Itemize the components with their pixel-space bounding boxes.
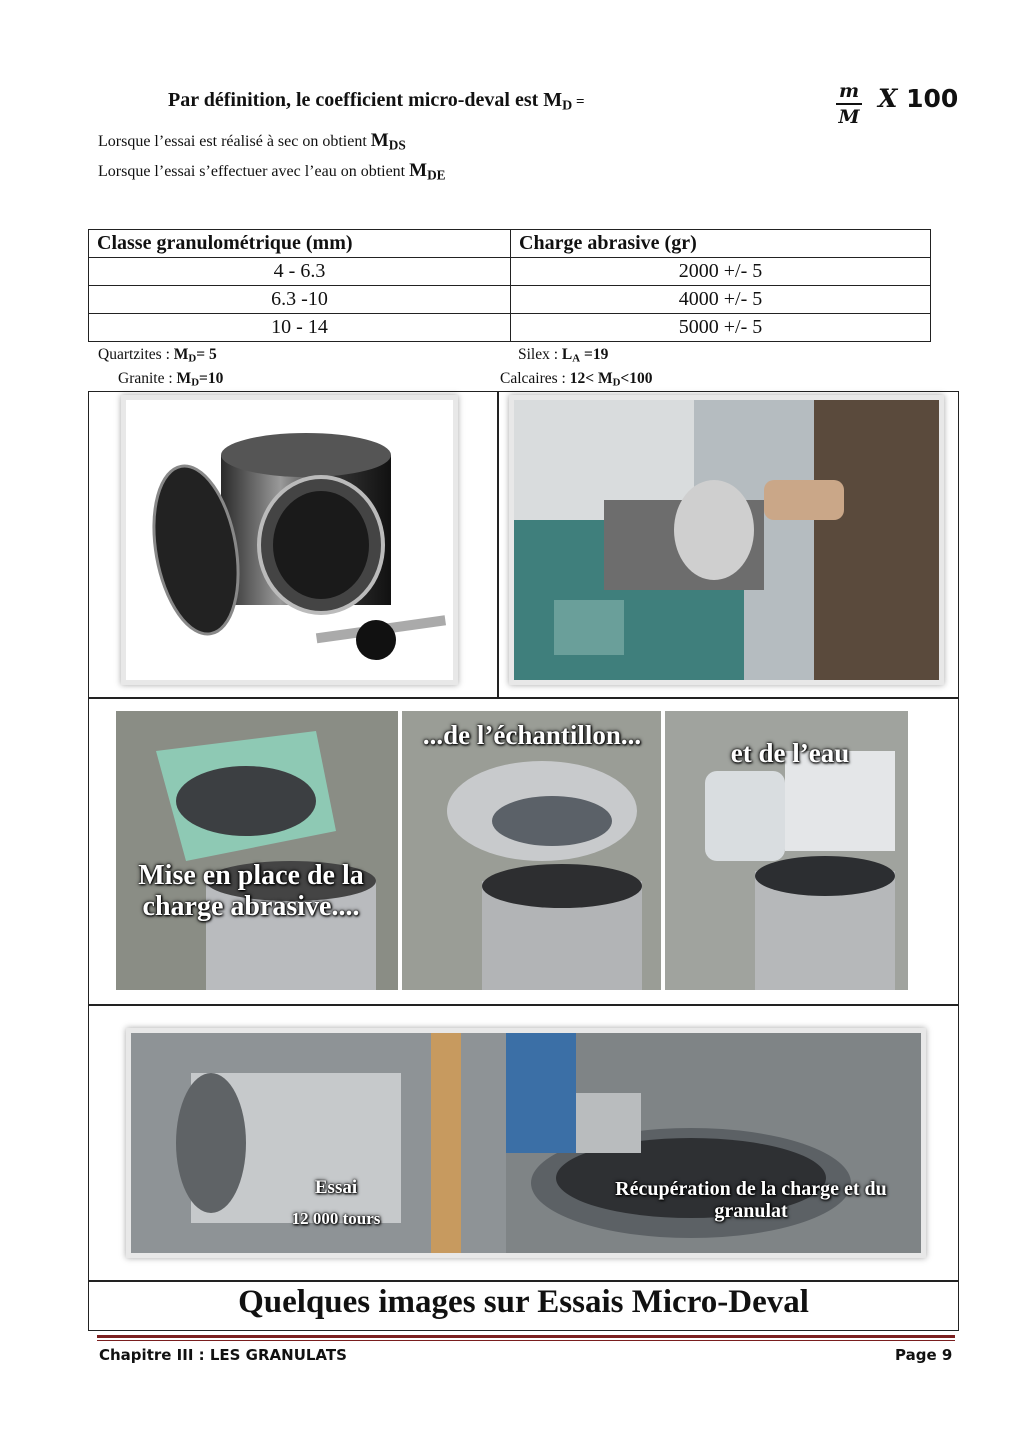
grid-divider: [89, 697, 958, 699]
note-silex: Silex : $L_A =19$: [518, 346, 609, 365]
footer-chapter: Chapitre III : LES GRANULATS: [99, 1346, 347, 1364]
photo-grid: [88, 391, 959, 1331]
table-cell: 5000 +/- 5: [511, 314, 931, 342]
figure-caption: Quelques images sur Essais Micro-Deval: [238, 1284, 809, 1320]
grid-divider: [89, 1004, 958, 1006]
formula-fraction: [836, 80, 862, 128]
table-cell: 6.3 -10: [89, 286, 511, 314]
table-header-row: [89, 230, 931, 258]
note-calcaires: Calcaires : $12< M_D<100$: [500, 370, 653, 389]
step3-caption: et de l’eau: [730, 738, 850, 768]
table-row: [89, 314, 931, 342]
table-cell: 10 - 14: [89, 314, 511, 342]
test-caption-tours: 12 000 tours: [291, 1209, 381, 1228]
photo-step3-water: [665, 711, 908, 990]
photo-machine: [509, 395, 944, 685]
table-header: Classe granulométrique (mm): [89, 230, 511, 258]
footer-rule: [97, 1335, 955, 1338]
photo-cylinder: [121, 395, 458, 685]
formula-lead: Par définition, le coefficient micro-deval est $M_D$ =: [168, 89, 585, 114]
footer-rule-thin: [97, 1340, 955, 1341]
recovery-caption: Récupération de la charge et du granulat: [615, 1178, 887, 1222]
footer-page: Page 9: [895, 1346, 953, 1364]
table-header: Charge abrasive (gr): [511, 230, 931, 258]
photo-test-recovery: [126, 1028, 926, 1258]
test-caption: Essai: [314, 1177, 358, 1198]
note-granite: Granite : $M_D=10$: [118, 370, 224, 389]
note-quartzites: Quartzites : $M_D= 5$: [98, 346, 217, 365]
formula-multiplier: X 100: [878, 84, 959, 113]
photo-step1-charge: [116, 711, 398, 990]
photo-step2-sample: [402, 711, 661, 990]
table-row: [89, 286, 931, 314]
grid-divider: [497, 392, 499, 698]
grid-divider: [89, 1280, 958, 1282]
step2-illustration: [402, 711, 661, 990]
step1-caption: Mise en place de la charge abrasive....: [138, 860, 364, 922]
table-row: [89, 258, 931, 286]
granulometric-table: [88, 229, 931, 342]
formula-numerator: m: [838, 80, 860, 102]
table-cell: 4 - 6.3: [89, 258, 511, 286]
table-cell: 2000 +/- 5: [511, 258, 931, 286]
wet-test-line: Lorsque l’essai s’effectuer avec l’eau on obtient $M_{DE}$: [98, 160, 446, 183]
cylinder-illustration: [126, 400, 453, 680]
step1-illustration: [116, 711, 398, 990]
fraction-bar: [836, 103, 862, 105]
table-cell: 4000 +/- 5: [511, 286, 931, 314]
machine-illustration: [514, 400, 939, 680]
step2-caption: ...de l’échantillon...: [422, 720, 642, 750]
formula-denominator: M: [838, 106, 860, 128]
dry-test-line: Lorsque l’essai est réalisé à sec on obtient $M_{DS}$: [98, 130, 406, 153]
